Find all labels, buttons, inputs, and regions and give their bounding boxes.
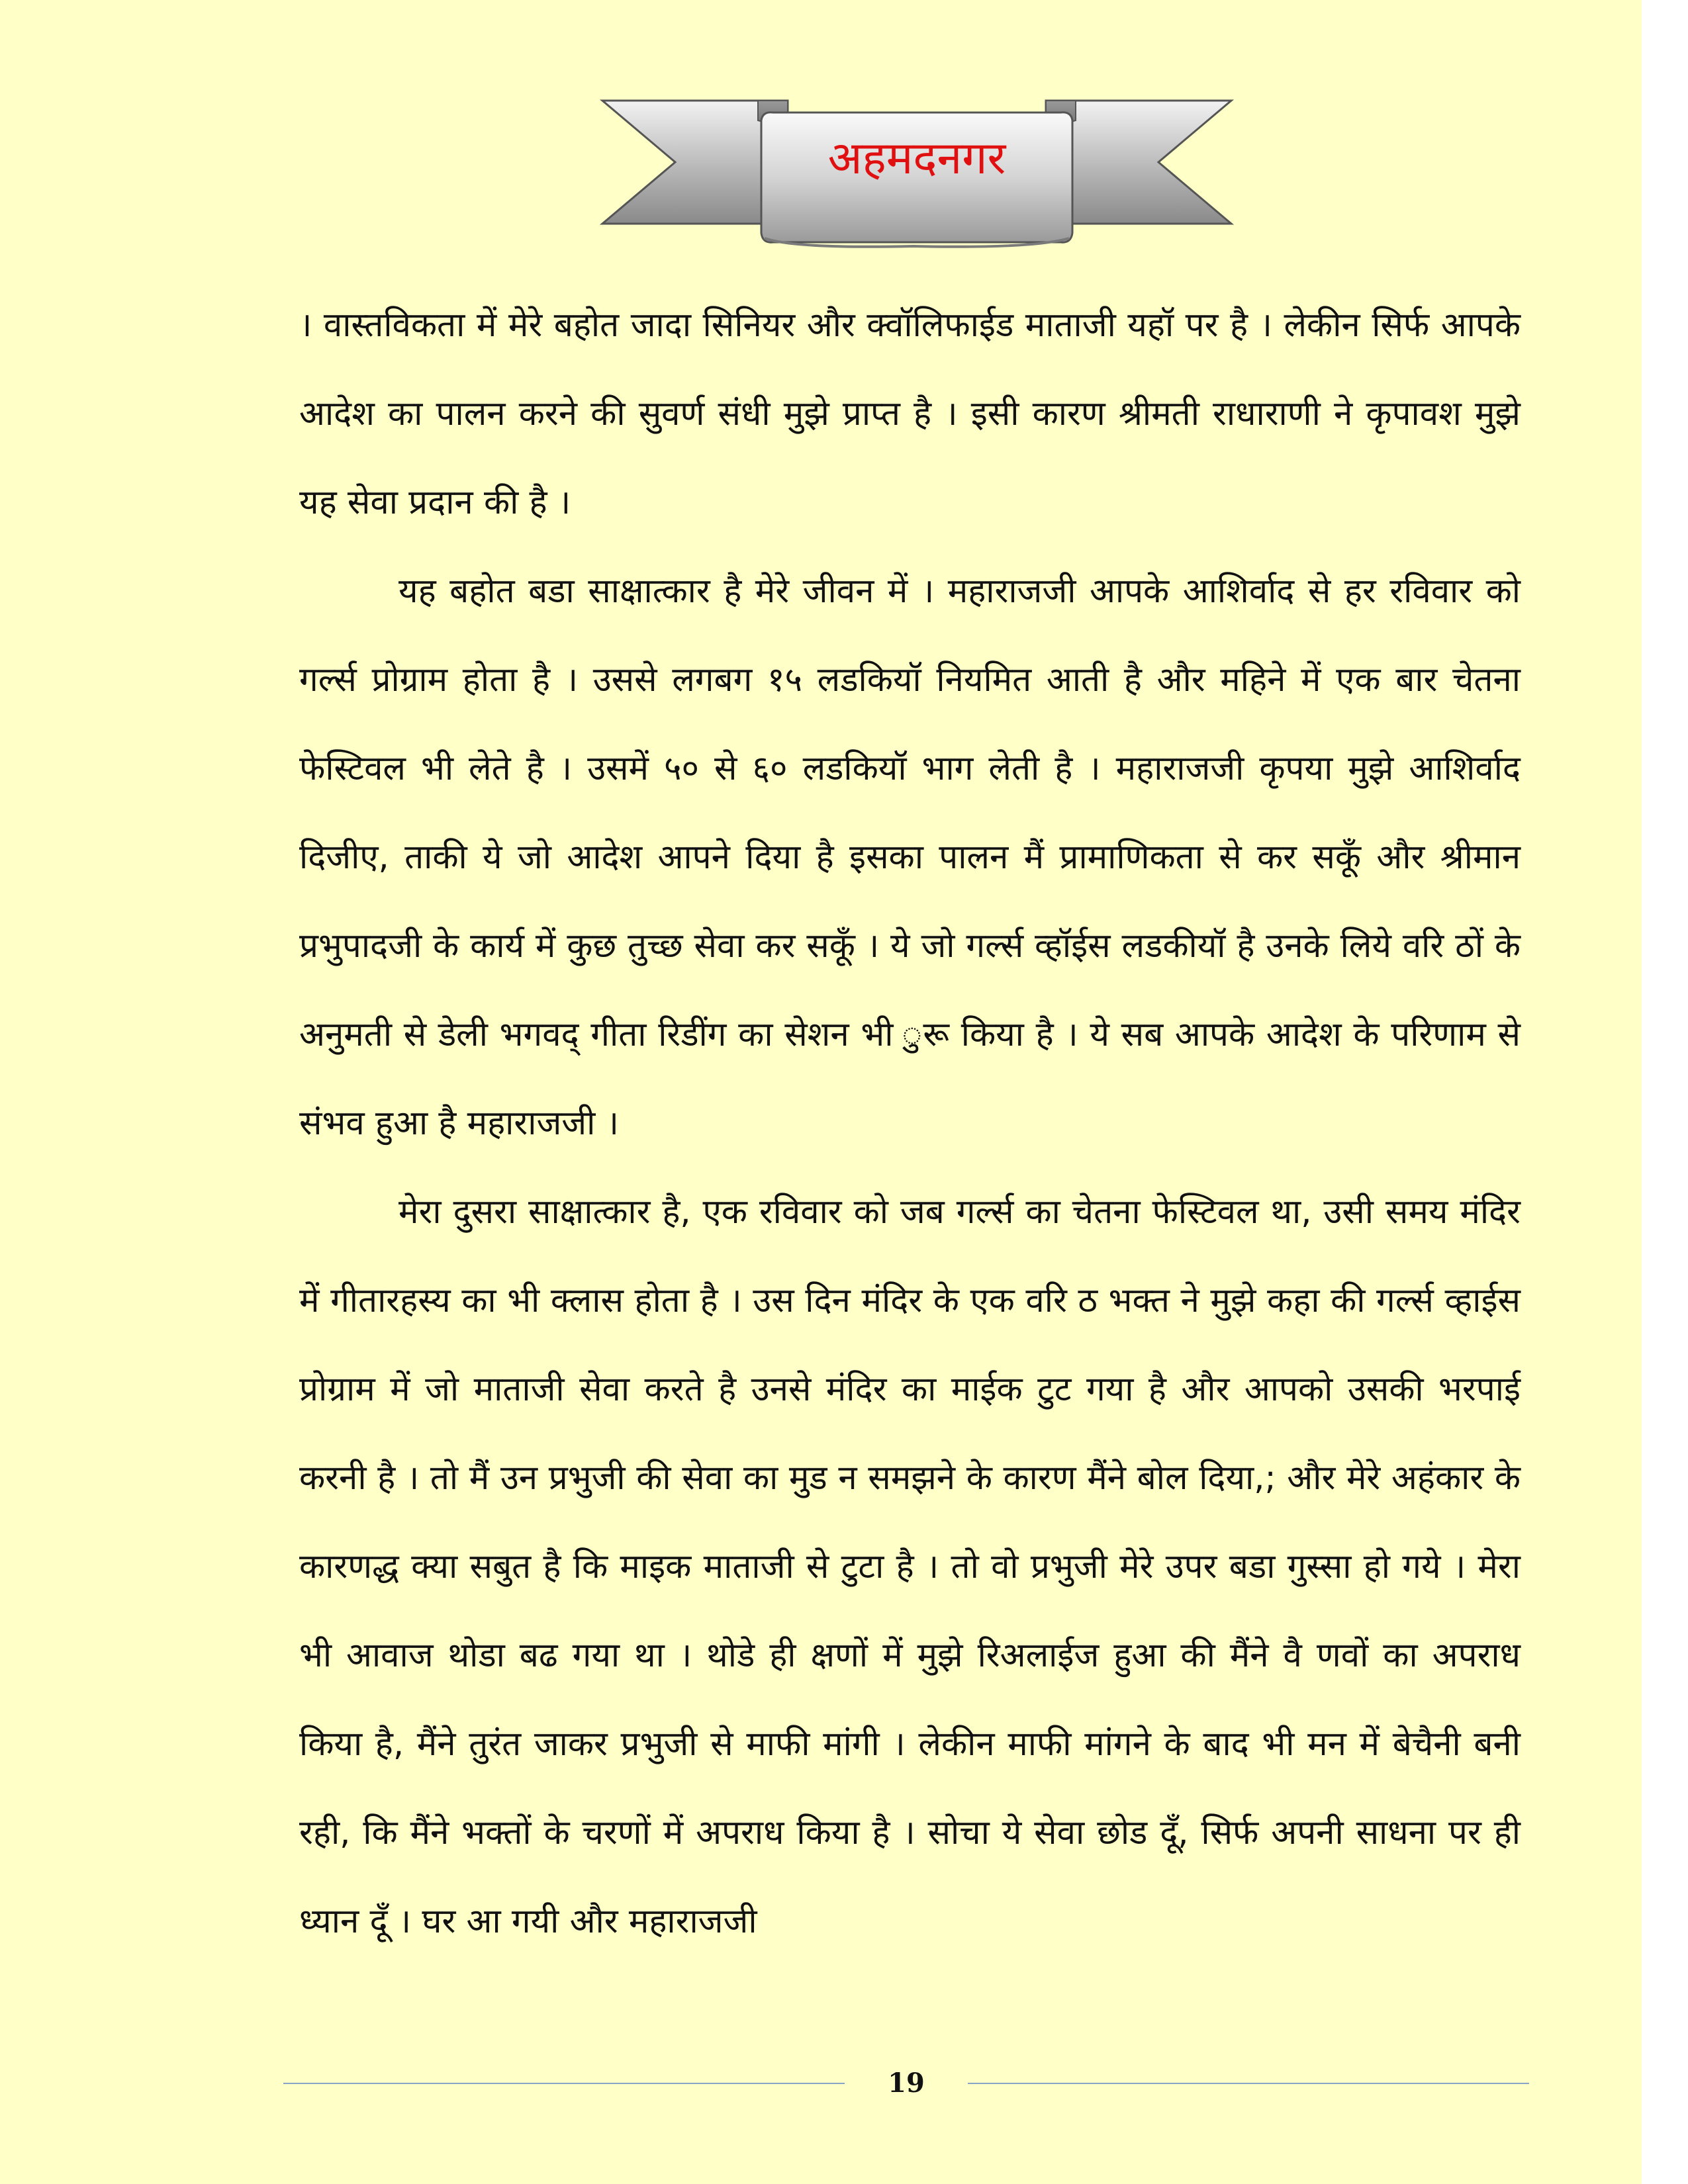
body-text bbox=[299, 281, 1521, 1966]
footer-rule-left bbox=[283, 2083, 845, 2084]
paragraph-1: । वास्तविकता में मेरे बहोत जादा सिनियर और क्वॉलिफाईड माताजी यहॉ पर है । लेकीन सिर्फ आपके आदेश का पालन करने की सुवर्ण संधी मुझे प्राप्त है । इसी कारण श्रीमती राधाराणी ने कृपावश मुझे यह सेवा प्रदान की है । bbox=[299, 306, 1521, 522]
page-number: 19 bbox=[888, 2068, 925, 2099]
footer-rule-right bbox=[968, 2083, 1529, 2084]
paragraph-3: मेरा दुसरा साक्षात्कार है, एक रविवार को जब गर्ल्स का चेतना फेस्टिवल था, उसी समय मंदिर में गीतारहस्य का भी क्लास होता है । उस दिन मंदिर के एक वरि ठ भक्त ने मुझे कहा की गर्ल्स व्हाईस प्रोग्राम में जो माताजी सेवा करते है उनसे मंदिर का माईक टुट गया है और आपको उसकी भरपाई करनी है । तो मैं उन प्रभुजी की सेवा का मुड न समझने के कारण मैंने बोल दिया,; और मेरे अहंकार के कारणद्ध क्या सबुत है कि माइक माताजी से टुटा है । तो वो प्रभुजी मेरे उपर बडा गुस्सा हो गये । मेरा भी आवाज थोडा बढ गया था । थोडे ही क्षणों में मुझे रिअलाईज हुआ की मैंने वै णवों का अपराध किया है, मैंने तुरंत जाकर प्रभुजी से माफी मांगी । लेकीन माफी मांगने के बाद भी मन में बेचैनी बनी रही, कि मैंने भक्तों के चरणों में अपराध किया है । सोचा ये सेवा छोड दूँ, सिर्फ अपनी साधना पर ही ध्यान दूँ । घर आ गयी और महाराजजी bbox=[299, 1193, 1521, 1941]
page-title: अहमदनगर bbox=[827, 132, 1006, 185]
paragraph-2: यह बहोत बडा साक्षात्कार है मेरे जीवन में । महाराजजी आपके आशिर्वाद से हर रविवार को गर्ल्स प्रोग्राम होता है । उससे लगबग १५ लडकियॉ नियमित आती है और महिने में एक बार चेतना फेस्टिवल भी लेते है । उसमें ५० से ६० लडकियॉ भाग लेती है । महाराजजी कृपया मुझे आशिर्वाद दिजीए, ताकी ये जो आदेश आपने दिया है इसका पालन मैं प्रामाणिकता से कर सकूँ और श्रीमान प्रभुपादजी के कार्य में कुछ तुच्छ सेवा कर सकूँ । ये जो गर्ल्स व्हॉईस लडकीयॉ है उनके लिये वरि ठों के अनुमती से डेली भगवद् गीता रिडींग का सेशन भी ुरू किया है । ये सब आपके आदेश के परिणाम से संभव हुआ है महाराजजी । bbox=[299, 572, 1521, 1143]
